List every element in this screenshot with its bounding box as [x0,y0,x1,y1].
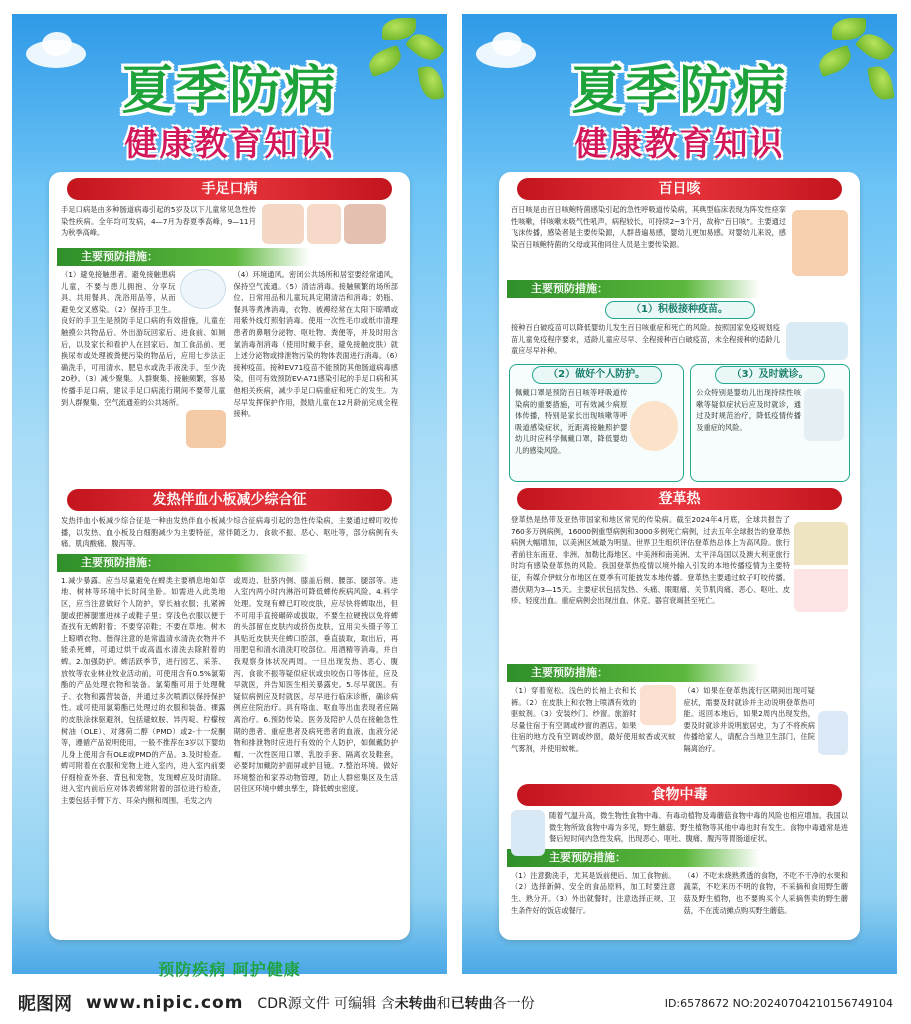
handwash-illustration [180,269,226,309]
hfmd-intro: 手足口病是由多种肠道病毒引起的5岁及以下儿童常见急性传染性疾病。全年均可发病，4—7月为春夏季高峰，9—11月为秋季高峰。 [61,205,256,238]
dengue-intro: 登革热是热带及亚热带国家和地区常见的传染病。截至2024年4月底，全球共报告了760多万例病例，16000例重型病例和3000多例死亡病例，过去五年全球报告的登革热病例大幅增加，以美洲区域最为明显。世界卫生组织评估登革热总体上为高风险。旅行者前往东南亚、非洲、加勒比海地区、中美洲和南美洲、太平洋岛国以及澳大利亚旅行时均有感染登革热的风险。我国登革热疫情以境外输入引发的本地传播疫情为主要特征，有媒介伊蚊分布地区在夏季有可能披发本地传播。登革热主要通过蚊子叮咬传播。潜伏期为3—15天。主要症状包括发热、头痛、眼眶痛、关节肌肉痛、恶心、呕吐、皮疹、轻度出血。重症病例会出现出血、休克、器官衰竭甚至死亡。 [499,510,860,660]
food-measures-col2: （4）不吃未烧熟煮透的食物，不吃不干净的水果和蔬菜，不吃来历不明的食物，不采摘和食用野生蘑菇及野生植物，也不要购买个人采摘售卖的野生蘑菇，不在流动摊点购买野生蘑菇。 [683,870,848,915]
hfmd-intro-row [49,200,410,244]
coughing-child-illustration [792,210,848,276]
sfts-measures-heading: 主要预防措施： [57,554,310,572]
poster-subtitle: 健康教育知识 [574,124,785,163]
section-heading-pertussis: 百日咳 [517,178,842,200]
medic-illustration [818,711,848,755]
food-measures-col1: （1）注意勤洗手，尤其是饭前便后、加工食物前。（2）选择新鲜、安全的食品原料，加工时要注意生、熟分开。（3）外出就餐时，注意选择正规、卫生条件好的饭店或餐厅。 [511,870,676,915]
section-heading-dengue: 登革热 [517,488,842,510]
hfmd-measures-col2: （4）环境通风。密闭公共场所和居室要经常通风，保持空气流通。（5）清洁消毒。接触频繁的场所部位、日常用品和儿童玩具定期清洁和消毒；奶瓶、餐具等煮沸消毒，衣物、被褥经常在太阳下晾晒或用紫外线灯照射消毒。使用一次性毛巾或纸巾清理患者的鼻咽分泌物、呕吐物、粪便等，并及时用含氯消毒剂消毒（使用时戴手套，避免接触皮肤）就上述分泌物或排泄物污染的物体表面进行消毒。（6）接种疫苗。接种EV71疫苗不能预防其他肠道病毒感染，但可有效预防EV-A71感染引起的手足口病和其他相关疾病，减少手足口病重症和死亡的发生。为尽早发挥保护作用，鼓励儿童在12月龄前完成全程接种。 [233,270,398,419]
pertussis-measures-heading: 主要预防措施： [507,280,760,298]
pertussis-measure-3-box [690,364,850,482]
sfts-intro: 发热伴血小板减少综合征是一种由发热伴血小板减少综合征病毒引起的急性传染病，主要通过蜱叮咬传播，以发热、血小板及白细胞减少为主要特征，常伴随乏力、食欲不振、恶心、呕吐等，部分病例有头痛、肌肉酸痛、腹泻等。 [61,516,398,549]
pertussis-measure-2: （2）做好个人防护。 [532,366,662,384]
section-heading-sfts: 发热伴血小板减少综合征 [67,489,392,511]
hands-feet-illustration [262,204,386,244]
site-logo: 昵图网 [18,994,72,1015]
site-url: www.nipic.com [86,993,244,1013]
pertussis-measure-2-box [509,364,684,482]
dengue-measures [499,685,860,780]
pertussis-intro-row [499,200,860,276]
poster-title: 夏季防病 [571,61,788,121]
pertussis-measure-1-row [499,322,860,360]
hfmd-measures-heading: 主要预防措施： [57,248,310,266]
pertussis-measures-boxes [499,360,860,482]
pertussis-measure-3: （3）及时就诊。 [715,366,825,384]
file-note: CDR源文件 可编辑 含未转曲和已转曲各一份 [257,996,535,1012]
poster-left [12,14,447,979]
pertussis-measure-2-text: 佩戴口罩是预防百日咳等呼吸道传染病的重要措施，可有效减少病原体传播，特别是家长出现咳嗽等呼吸道感染症状，近距离接触照护婴幼儿时应科学佩戴口罩，降低婴幼儿的感染风险。 [515,387,678,457]
sfts-measures-col2: 或周边、肚脐内侧、膝盖后侧、腰部、腿部等。进入室内两小时内淋浴可降低蜱传疾病风险。4.科学处理。发现有蜱已叮咬皮肤，应尽快将蜱取出，但不可用手直接碾碎或拔取，不要生拉硬拽以免将蜱的头部留在皮肤内或挤伤皮肤，宜用尖头镊子等工具贴近皮肤夹住蜱口腔部，垂直拔取，取出后，再用肥皂和清水清洗叮咬部位。用酒精等消毒，并自我观察身体状况两周。一旦出现发热、恶心、腹泻、食欲不振等疑似症状或虫咬伤口等体征，应及早就医，并告知医生相关暴露史。5.尽早就医。有疑似病例应及时就医，尽早进行临床诊断，确诊病例应住院治疗。具有咯血、呕血等出血表现者应隔离治疗。6.预防传染。医务及陪护人员在接触急性期的患者、重症患者及病死患者的血液、血液分泌物和排泄物时应进行有效的个人防护，如佩戴防护帽、一次性医用口罩、乳胶手套、隔离衣及鞋套，必要时加戴防护面屏或护目镜。7.整治环境。做好环境整治和家养动物管理，防止人群密集区及生活居住区环境中蜱虫孳生，降低蜱虫密度。 [233,575,398,794]
mosquito-illustration [794,522,848,612]
pertussis-intro: 百日咳是由百日咳鲍特菌感染引起的急性呼吸道传染病，其典型临床表现为阵发性痉挛性咳嗽，伴咳嗽末吸气性吼声，病程较长，可持续2~3个月，故称“百日咳”。主要通过飞沫传播，感染者是主要传染源，人群普遍易感，婴幼儿更加易感。对婴幼儿来说，感染百日咳鲍特菌的父母或其他同住人员是主要传染源。 [511,205,786,249]
dengue-measures-col1: （1）穿着宽松、浅色的长袖上衣和长裤。（2）在皮肤上和衣物上喷洒有效的驱蚊剂。（3）安装纱门、纱窗。旅游时尽量住宿于有空调或纱窗的酒店。如果住宿的地方没有空调或纱窗，最好使用蚊香或灭蚊气雾剂，并使用蚊帐。 [511,686,676,753]
poster-title: 夏季防病 [121,61,338,121]
pertussis-measure-3-text: 公众特别是婴幼儿出现持续性咳嗽等疑似症状后应及时就诊，通过及时规范治疗，降低疫情传播及重症的风险。 [696,387,844,433]
poster-right [462,14,897,974]
footer-bar [0,982,911,1024]
section-heading-food: 食物中毒 [517,784,842,806]
section-heading-hfmd: 手足口病 [67,178,392,200]
dengue-measures-col2: （4）如果在登革热流行区期间出现可疑症状，需要及时就诊并主动说明登革热可能。返回本地后，如果2周内出现发热，要及时就诊并说明旅居史，为了不将疾病传播给家人，请配合当地卫生部门，住院隔离治疗。 [684,685,849,780]
sfts-measures-col1: 1.减少暴露。应当尽量避免在蜱类主要栖息地如草地、树林等环境中长时间坐卧。如需进入此类地区，应当注意做好个人防护，穿长袖衣服；扎紧裤腿或把裤腿塞进袜子或鞋子里；穿浅色衣服以便于查找有无蜱附着；不要穿凉鞋；不要在草地、树木上晾晒衣物。偕得注意的是常温清水清洗衣物并不能杀死蜱，可通过烘干或高温水清洗去除附着的蜱。2.加强防护。蜱活跃季节，进行园艺、采茶、放牧等农业林业牧业活动前，可使用含有0.5%氯菊酯的产品处理衣物和装备。氯菊酯可用于处理靴子、衣物和露营装备，并通过多次喷洒以保持保护性。或可使用氯菊酯已处理过的衣服和装备。裸露的皮肤涂抹驱避剂，包括避蚊胺、异丙啶、柠檬桉树油（OLE）、对薄荷二醇（PMD）或2-十一烷酮等，遵循产品说明使用，一般不推荐在3岁以下婴幼儿身上使用含有OLE或PMD的产品。3.及时检查。蜱可附着在衣服和宠物上进入室内，进入室内前要仔细检查外套、背包和宠物，发现蜱应及时清除。进入室内前后应对体表蜱常附着的部位进行检查，主要包括手臂下方、耳朵内侧和周围、毛发之内 [61,575,226,806]
sfts-measures [49,575,410,953]
hfmd-measures [49,269,410,485]
content-card [49,172,410,979]
pertussis-measure-1-text: 接种百白破疫苗可以降低婴幼儿发生百日咳重症和死亡的风险。按照国家免疫规划疫苗儿童免疫程序要求，适龄儿童应尽早、全程接种百白破疫苗，未全程接种的适龄儿童应尽早补种。 [511,323,780,356]
stomachache-illustration [511,810,545,856]
hfmd-measures-col1: （1）避免接触患者。避免接触患病儿童，不要与患儿拥抱、分享玩具、共用餐具、洗浴用品等，从而避免交叉感染。（2）保持手卫生。良好的手卫生是预防手足口病的有效措施，儿童在触摸公共物品后、外出游玩回家后、进食前、如厕后，以及家长和看护人在回家后、加工食品前、更换尿布或处理被粪便污染的物品后，应用七步法正确洗手，可用清水、肥皂水或洗手液洗手，至少洗20秒。（3）减少聚集。人群聚集、接触频繁，容易传播手足口病，建议手足口病流行期间不要带儿童到人群聚集、空气流通差的公共场所。 [61,269,226,485]
food-measures [499,870,860,916]
content-card [499,172,860,940]
doctor-illustration [804,389,844,441]
food-intro: 随着气温升高，微生物性食物中毒、有毒动植物及毒蘑菇食物中毒的风险也相应增加。我国以微生物所致食物中毒为多见，野生蘑菇、野生植物等其他中毒也时有发生。食物中毒通常是进餐后短时间内急性发病，出现恶心、呕吐、腹痛、腹泻等胃肠道症状。 [499,806,860,845]
poster-subtitle: 健康教育知识 [124,124,335,163]
vaccination-illustration [786,322,848,360]
food-measures-heading: 主要预防措施： [507,849,760,867]
slogan: 预防疾病 呵护健康 [158,959,301,979]
mask-child-illustration [630,401,678,451]
child-illustration [186,410,226,448]
spray-illustration [640,685,676,725]
pertussis-measure-1: （1）积极接种疫苗。 [605,301,755,319]
dengue-measures-heading: 主要预防措施： [507,664,760,682]
file-id: ID:6578672 NO:20240704210156749104 [664,996,893,1010]
